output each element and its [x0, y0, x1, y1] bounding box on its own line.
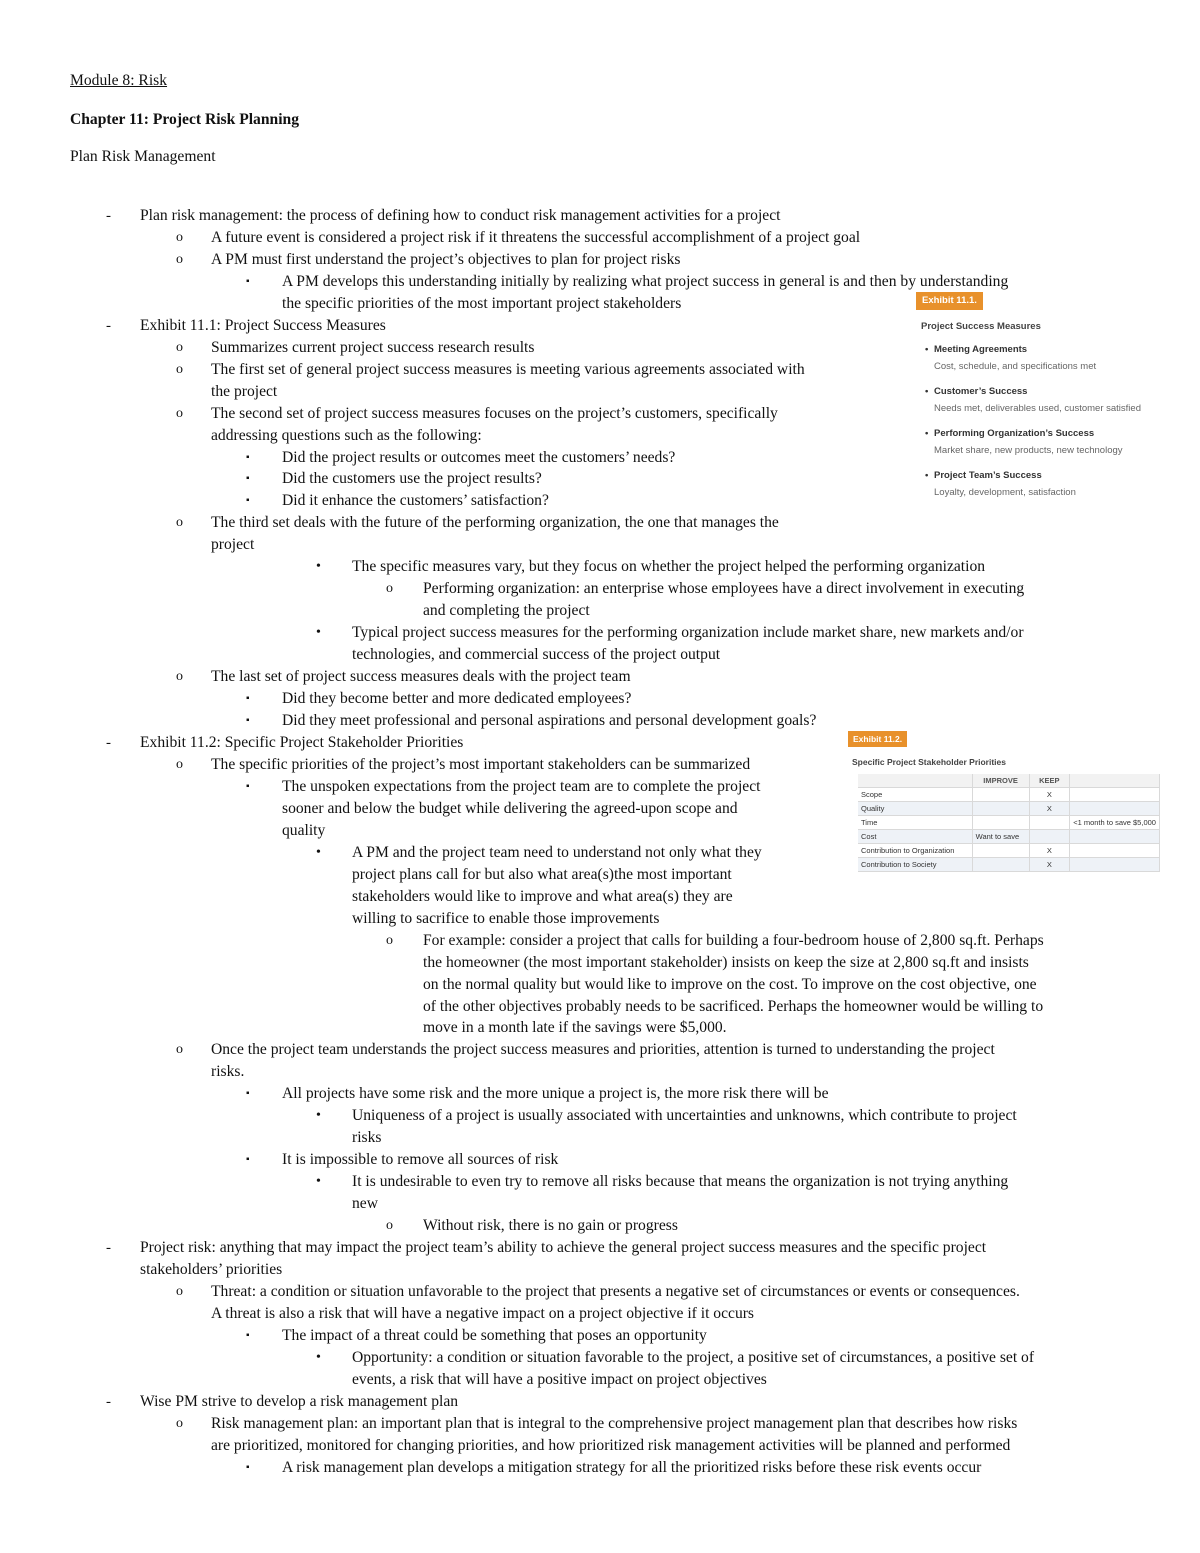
outline-line: on the normal quality but would like to improve on the cost. To improve on the cost objective, one [423, 975, 1037, 993]
outline-line: Exhibit 11.1: Project Success Measures [140, 316, 386, 334]
outline-line: Plan risk management: the process of defining how to conduct risk management activities for a project [140, 206, 781, 224]
exhibit-item [925, 427, 1123, 457]
section-title: Plan Risk Management [70, 148, 216, 165]
bullet-marker: ▪ [246, 275, 250, 287]
table-row [858, 830, 1160, 844]
outline-line: A threat is also a risk that will have a negative impact on a project objective if it occurs [211, 1304, 755, 1322]
table-cell: Contribution to Society [858, 858, 972, 872]
outline-line: stakeholders’ priorities [140, 1261, 283, 1279]
outline-line: Did they become better and more dedicated employees? [282, 690, 632, 708]
outline-line: Threat: a condition or situation unfavorable to the project that presents a negative set of circumstances or events or consequences. [211, 1283, 1020, 1300]
table-cell: X [1029, 802, 1070, 816]
bullet-marker: o [176, 339, 183, 355]
module-heading: Module 8: Risk [70, 72, 168, 89]
table-cell [972, 858, 1029, 872]
outline-line: Summarizes current project success research results [211, 338, 535, 356]
bullet-marker: - [106, 1393, 111, 1410]
table-cell [972, 788, 1029, 802]
table-cell: Cost [858, 830, 972, 844]
bullet-icon: • [925, 386, 929, 397]
outline-line: sooner and below the budget while delivering the agreed-upon scope and [282, 799, 738, 817]
table-cell: Want to save [972, 830, 1029, 844]
outline-line: events, a risk that will have a positive impact on project objectives [352, 1370, 767, 1388]
outline-line: Did the customers use the project results? [282, 470, 542, 488]
outline-line: The third set deals with the future of the performing organization, the one that manages the [211, 514, 779, 532]
table-cell [1029, 830, 1070, 844]
bullet-marker: o [386, 581, 393, 597]
bullet-marker: - [106, 317, 111, 334]
table-cell [972, 844, 1029, 858]
table-header-cell: KEEP [1029, 774, 1070, 788]
table-cell [1070, 844, 1160, 858]
exhibit-badge: Exhibit 11.1. [916, 292, 983, 310]
outline-line: the homeowner (the most important stakeholder) insists on keep the size at 2,800 sq.ft and insists [423, 953, 1029, 971]
outline-line: The specific priorities of the project’s most important stakeholders can be summarized [211, 755, 751, 773]
table-header-row [858, 774, 1160, 788]
bullet-icon: • [925, 428, 929, 439]
table-row [858, 816, 1160, 830]
outline-line: stakeholders would like to improve and what area(s) they are [352, 887, 733, 905]
exhibit-11-1-image [916, 290, 1166, 505]
outline-line: new [352, 1195, 378, 1213]
outline-line: It is undesirable to even try to remove all risks because that means the organization is not trying anything [352, 1173, 1009, 1191]
exhibit-item-sub: Cost, schedule, and specifications met [934, 361, 1097, 372]
outline-line: The last set of project success measures deals with the project team [211, 668, 631, 686]
bullet-marker: ▪ [246, 693, 250, 705]
outline-line: Without risk, there is no gain or progress [423, 1217, 678, 1235]
exhibit-item-sub: Loyalty, development, satisfaction [934, 487, 1076, 498]
table-row [858, 858, 1160, 872]
table-cell [1070, 802, 1160, 816]
exhibit-item [925, 385, 1141, 415]
exhibit-item-sub: Market share, new products, new technology [934, 445, 1123, 456]
bullet-marker: • [316, 1349, 321, 1365]
outline-line: Performing organization: an enterprise whose employees have a direct involvement in executing [423, 580, 1025, 598]
outline-line: Once the project team understands the project success measures and priorities, attention is turned to understanding the project [211, 1041, 995, 1059]
bullet-marker: ▪ [246, 1329, 250, 1341]
table-cell [1070, 858, 1160, 872]
outline-line: Opportunity: a condition or situation favorable to the project, a positive set of circumstances, a positive set of [352, 1348, 1035, 1366]
bullet-marker: ▪ [246, 451, 250, 463]
outline-line: The unspoken expectations from the project team are to complete the project [282, 777, 761, 795]
table-cell [972, 802, 1029, 816]
outline-line: Project risk: anything that may impact the project team’s ability to achieve the general project success measures and the specific project [140, 1239, 987, 1257]
outline-line: Wise PM strive to develop a risk management plan [140, 1392, 459, 1410]
bullet-marker: - [106, 735, 111, 751]
exhibit-item [925, 469, 1076, 499]
table-header-cell [1070, 774, 1160, 788]
outline-line: It is impossible to remove all sources of risk [282, 1151, 559, 1169]
bullet-marker: o [176, 515, 183, 531]
outline-line: Uniqueness of a project is usually associated with uncertainties and unknowns, which contribute to project [352, 1107, 1017, 1125]
exhibit-badge: Exhibit 11.2. [848, 731, 907, 747]
outline-line: risks [352, 1129, 382, 1147]
bullet-marker: • [316, 625, 321, 641]
outline-line: The impact of a threat could be something that poses an opportunity [282, 1326, 707, 1344]
outline-line: risks. [211, 1063, 245, 1081]
bullet-icon: • [925, 344, 929, 355]
outline-line: Did they meet professional and personal aspirations and personal development goals? [282, 712, 817, 730]
outline-line: A PM develops this understanding initially by realizing what project success in general is and then by understanding [282, 272, 1009, 290]
table-cell: X [1029, 858, 1070, 872]
exhibit-title: Project Success Measures [921, 321, 1041, 332]
table-row [858, 802, 1160, 816]
bullet-marker: ▪ [246, 495, 250, 507]
exhibit-item-sub: Needs met, deliverables used, customer satisfied [934, 403, 1141, 414]
table-cell [1070, 788, 1160, 802]
bullet-marker: ▪ [246, 1461, 250, 1473]
bullet-marker: • [316, 1108, 321, 1124]
table-header-cell [858, 774, 972, 788]
priorities-table [858, 774, 1160, 872]
outline-line: project plans call for but also what area(s)the most important [352, 865, 732, 883]
outline-line: A PM and the project team need to understand not only what they [352, 843, 762, 861]
table-cell [972, 816, 1029, 830]
exhibit-item [925, 343, 1097, 373]
outline-line: are prioritized, monitored for changing priorities, and how prioritized risk management activities will be planned and performed [211, 1436, 1011, 1454]
exhibit-item-title: Performing Organization’s Success [934, 428, 1095, 439]
bullet-marker: o [176, 361, 183, 377]
exhibit-item-title: Customer’s Success [934, 386, 1028, 397]
outline-line: Did the project results or outcomes meet the customers’ needs? [282, 448, 676, 466]
bullet-marker: o [176, 1284, 183, 1299]
bullet-marker: o [176, 1042, 183, 1058]
outline-line: A risk management plan develops a mitigation strategy for all the prioritized risks before these risk events occur [282, 1458, 982, 1476]
outline-line: Did it enhance the customers’ satisfaction? [282, 492, 549, 510]
bullet-marker: o [176, 669, 183, 685]
bullet-marker: ▪ [246, 780, 250, 792]
outline-line: project [211, 536, 255, 554]
bullet-marker: o [176, 405, 183, 421]
outline-line: All projects have some risk and the more unique a project is, the more risk there will be [282, 1085, 829, 1103]
table-header-cell: IMPROVE [972, 774, 1029, 788]
bullet-marker: ▪ [246, 473, 250, 485]
bullet-marker: • [316, 1174, 321, 1190]
outline-line: quality [282, 821, 326, 839]
outline-line: technologies, and commercial success of the project output [352, 646, 721, 664]
exhibit-item-title: Project Team’s Success [934, 470, 1042, 481]
table-cell [1029, 816, 1070, 830]
outline-line: A future event is considered a project risk if it threatens the successful accomplishment of a project goal [211, 228, 861, 246]
table-cell: <1 month to save $5,000 [1070, 816, 1160, 830]
bullet-marker: o [176, 229, 183, 245]
outline-line: and completing the project [423, 602, 590, 620]
table-row [858, 844, 1160, 858]
bullet-marker: • [316, 559, 321, 575]
bullet-marker: o [386, 1218, 393, 1234]
outline-line: A PM must first understand the project’s objectives to plan for project risks [211, 250, 681, 268]
chapter-title: Chapter 11: Project Risk Planning [70, 111, 300, 128]
outline-line: The first set of general project success measures is meeting various agreements associated with [211, 360, 805, 378]
outline-line: Exhibit 11.2: Specific Project Stakeholder Priorities [140, 734, 464, 751]
bullet-marker: - [106, 1240, 111, 1257]
table-cell [1070, 830, 1160, 844]
bullet-icon: • [925, 470, 929, 481]
bullet-marker: ▪ [246, 1154, 250, 1166]
outline-line: the project [211, 382, 278, 400]
outline-line: The second set of project success measures focuses on the project’s customers, specifically [211, 404, 778, 422]
table-row [858, 788, 1160, 802]
table-cell: Contribution to Organization [858, 844, 972, 858]
table-cell: Quality [858, 802, 972, 816]
bullet-marker: ▪ [246, 715, 250, 727]
bullet-marker: o [176, 756, 183, 772]
bullet-marker: o [386, 932, 393, 948]
outline-line: of the other objectives probably needs to be sacrificed. Perhaps the homeowner would be willing to [423, 997, 1044, 1015]
outline-line: For example: consider a project that calls for building a four-bedroom house of 2,800 sq.ft. Perhaps [423, 931, 1044, 949]
bullet-marker: - [106, 207, 111, 224]
outline-line: the specific priorities of the most important project stakeholders [282, 294, 682, 312]
outline-line: willing to sacrifice to enable those improvements [352, 909, 660, 927]
table-cell: Scope [858, 788, 972, 802]
outline-line: Risk management plan: an important plan that is integral to the comprehensive project management plan that describes how risks [211, 1414, 1018, 1432]
bullet-marker: • [316, 844, 321, 860]
bullet-marker: o [176, 251, 183, 267]
bullet-marker: o [176, 1415, 183, 1431]
table-cell: X [1029, 788, 1070, 802]
exhibit-title: Specific Project Stakeholder Priorities [852, 757, 1007, 767]
bullet-marker: ▪ [246, 1088, 250, 1100]
exhibit-item-title: Meeting Agreements [934, 344, 1028, 355]
table-cell: Time [858, 816, 972, 830]
exhibit-11-2-image [842, 728, 1160, 883]
outline-line: Typical project success measures for the performing organization include market share, new markets and/or [352, 624, 1024, 642]
outline-line: addressing questions such as the following: [211, 426, 482, 444]
outline-line: move in a month late if the savings were $5,000. [423, 1019, 727, 1037]
table-cell: X [1029, 844, 1070, 858]
outline-line: The specific measures vary, but they focus on whether the project helped the performing organization [352, 558, 986, 576]
